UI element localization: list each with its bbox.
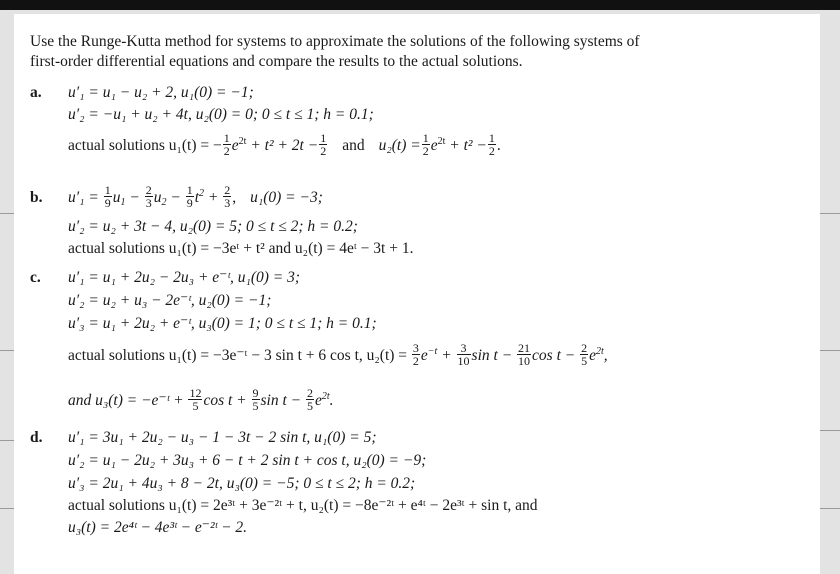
fraction: $\frac{3}{10}$ — [457, 341, 470, 368]
problem-d-solution-2: u₃(t) = 2e⁴ᵗ − 4e³ᵗ − e⁻²ᵗ − 2. — [68, 519, 248, 536]
problem-d-solution-1: actual solutions u₁(t) = 2e³ᵗ + 3e⁻²ᵗ + t, u₂(t) = −8e⁻²ᵗ + e⁴ᵗ − 2e³ᵗ + sin t, and — [68, 497, 538, 514]
problem-b-label: b. — [30, 189, 43, 207]
problem-a-solution: actual solutions u₁(t) = − $\frac{1}{2}$ $e^{2t} + t^2 + 2t$ − $\frac{1}{2}$ and u₂(t) = $\frac{1}{2}$ $e^{2t} + t^2$ − $\frac{1}{2}$ . — [68, 131, 501, 158]
fraction: $\frac{2}{5}$ — [306, 386, 313, 413]
problem-b-eq2: u′₂ = u₂ + 3t − 4, u₂(0) = 5; 0 ≤ t ≤ 2; h = 0.2; — [68, 218, 358, 235]
fraction: $\frac{1}{2}$ — [320, 131, 327, 158]
problem-a-solution-prefix: actual solutions u₁(t) = − — [68, 137, 222, 155]
problem-b-eq1: b. u′₁ = $\frac{1}{9}$ $u_1$ − $\frac{2}{3}$ $u_2$ − $\frac{1}{9}$ $t^2$ + $\frac{2}{3}$ , u₁(0) = −3; — [30, 183, 323, 210]
problem-c-solution-1: actual solutions u₁(t) = −3e⁻ᵗ − 3 sin t + 6 cos t, u₂(t) = $\frac{3}{2}$ $e^{-t}$ + $\frac{3}{10}$ sin t − $\frac{21}{10}$ cos t − $\frac{2}{5}$ $e^{2t}$, — [68, 341, 608, 368]
fraction: $\frac{1}{2}$ — [422, 131, 429, 158]
fraction: $\frac{9}{5}$ — [252, 386, 259, 413]
fraction: $\frac{2}{3}$ — [224, 183, 231, 210]
right-edge-rule — [820, 430, 840, 431]
problem-c-eq2: u′₂ = u₂ + u₃ − 2e⁻ᵗ, u₂(0) = −1; — [68, 292, 272, 309]
fraction: $\frac{1}{9}$ — [186, 183, 193, 210]
problem-a-equation-2: u′₂ = −u₁ + u₂ + 4t, u₂(0) = 0; 0 ≤ t ≤ 1; h = 0.1; — [68, 106, 374, 123]
fraction: $\frac{3}{2}$ — [412, 341, 419, 368]
left-edge-rule — [0, 350, 14, 351]
right-edge-rule — [820, 213, 840, 214]
problem-d-eq1: d. u′₁ = 3u₁ + 2u₂ − u₃ − 1 − 3t − 2 sin t, u₁(0) = 5; — [30, 429, 377, 446]
top-dark-bar — [0, 0, 840, 10]
problem-c-label: c. — [30, 269, 41, 286]
problem-a-eq2 — [68, 106, 374, 124]
left-edge-rule — [0, 213, 14, 214]
problem-a-eq1 — [30, 84, 254, 102]
problem-c-eq3: u′₃ = u₁ + 2u₂ + e⁻ᵗ, u₃(0) = 1; 0 ≤ t ≤ 1; h = 0.1; — [68, 315, 377, 332]
intro-line-2: first-order differential equations and compare the results to the actual solutions. — [30, 53, 523, 70]
fraction: $\frac{21}{10}$ — [518, 341, 531, 368]
problem-b-solution: actual solutions u₁(t) = −3eᵗ + t² and u₂(t) = 4eᵗ − 3t + 1. — [68, 240, 414, 257]
problem-a-equation-1: u′₁ = u₁ − u₂ + 2, u₁(0) = −1; — [68, 84, 254, 101]
fraction: $\frac{2}{5}$ — [581, 341, 588, 368]
problem-d-eq3: u′₃ = 2u₁ + 4u₃ + 8 − 2t, u₃(0) = −5; 0 ≤ t ≤ 2; h = 0.2; — [68, 475, 416, 492]
left-edge-rule — [0, 440, 14, 441]
intro-line-1: Use the Runge-Kutta method for systems to approximate the solutions of the following systems of — [30, 33, 640, 50]
problem-c-solution-2: and u₃(t) = −e⁻ᵗ + $\frac{12}{5}$ cos t + $\frac{9}{5}$ sin t − $\frac{2}{5}$ $e^{2t}$. — [68, 386, 334, 413]
right-edge-rule — [820, 508, 840, 509]
problem-d-eq2: u′₂ = u₁ − 2u₂ + 3u₃ + 6 − t + 2 sin t + cos t, u₂(0) = −9; — [68, 452, 427, 469]
fraction: $\frac{1}{2}$ — [223, 131, 230, 158]
problem-a-label: a. — [30, 84, 42, 101]
fraction: $\frac{2}{3}$ — [145, 183, 152, 210]
fraction: $\frac{12}{5}$ — [189, 386, 202, 413]
problem-d-label: d. — [30, 429, 43, 446]
fraction: $\frac{1}{2}$ — [488, 131, 495, 158]
right-edge-rule — [820, 350, 840, 351]
fraction: $\frac{1}{9}$ — [104, 183, 111, 210]
problem-c-eq1: c. u′₁ = u₁ + 2u₂ − 2u₃ + e⁻ᵗ, u₁(0) = 3; — [30, 269, 301, 286]
left-edge-rule — [0, 508, 14, 509]
